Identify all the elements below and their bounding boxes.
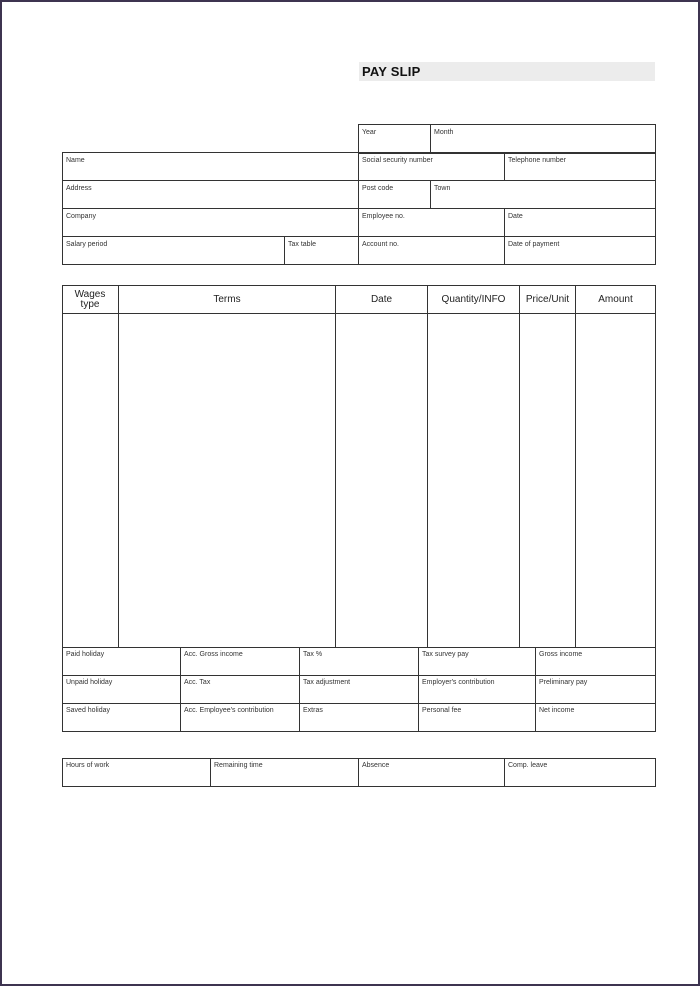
name-field[interactable]: Name bbox=[66, 157, 85, 164]
date-field[interactable]: Date bbox=[508, 213, 523, 220]
net-income-field[interactable]: Net income bbox=[539, 707, 575, 714]
header-wages-type: Wages type bbox=[74, 289, 106, 310]
town-field[interactable]: Town bbox=[434, 185, 451, 192]
remaining-time-field[interactable]: Remaining time bbox=[214, 762, 263, 769]
address-field[interactable]: Address bbox=[66, 185, 92, 192]
comp-leave-field[interactable]: Comp. leave bbox=[508, 762, 548, 769]
unpaid-holiday-field[interactable]: Unpaid holiday bbox=[66, 679, 113, 686]
date-of-payment-field[interactable]: Date of payment bbox=[508, 241, 560, 248]
header-date: Date bbox=[370, 294, 393, 305]
acc-tax-field[interactable]: Acc. Tax bbox=[184, 679, 211, 686]
header-price-unit: Price/Unit bbox=[525, 294, 570, 305]
title-bar bbox=[359, 62, 655, 81]
company-field[interactable]: Company bbox=[66, 213, 96, 220]
extras-field[interactable]: Extras bbox=[303, 707, 323, 714]
tax-survey-pay-field[interactable]: Tax survey pay bbox=[422, 651, 469, 658]
preliminary-pay-field[interactable]: Preliminary pay bbox=[539, 679, 588, 686]
year-month-box bbox=[358, 124, 656, 154]
account-no-field[interactable]: Account no. bbox=[362, 241, 399, 248]
tax-adjustment-field[interactable]: Tax adjustment bbox=[303, 679, 351, 686]
salary-period-field[interactable]: Salary period bbox=[66, 241, 108, 248]
hours-of-work-field[interactable]: Hours of work bbox=[66, 762, 110, 769]
tax-table-field[interactable]: Tax table bbox=[288, 241, 317, 248]
employers-contribution-field[interactable]: Employer's contribution bbox=[422, 679, 495, 686]
acc-employees-contribution-field[interactable]: Acc. Employee's contribution bbox=[184, 707, 274, 714]
social-security-number-field[interactable]: Social security number bbox=[362, 157, 433, 164]
month-field[interactable]: Month bbox=[434, 129, 454, 136]
header-terms: Terms bbox=[213, 294, 241, 305]
gross-income-field[interactable]: Gross income bbox=[539, 651, 583, 658]
post-code-field[interactable]: Post code bbox=[362, 185, 394, 192]
absence-field[interactable]: Absence bbox=[362, 762, 390, 769]
page-title: PAY SLIP bbox=[362, 64, 421, 79]
telephone-number-field[interactable]: Telephone number bbox=[508, 157, 566, 164]
header-quantity-info: Quantity/INFO bbox=[441, 294, 506, 305]
year-field[interactable]: Year bbox=[362, 129, 377, 136]
personal-fee-field[interactable]: Personal fee bbox=[422, 707, 462, 714]
acc-gross-income-field[interactable]: Acc. Gross income bbox=[184, 651, 243, 658]
header-amount: Amount bbox=[598, 294, 633, 305]
paid-holiday-field[interactable]: Paid holiday bbox=[66, 651, 105, 658]
employee-no-field[interactable]: Employee no. bbox=[362, 213, 405, 220]
saved-holiday-field[interactable]: Saved holiday bbox=[66, 707, 110, 714]
tax-percent-field[interactable]: Tax % bbox=[303, 651, 323, 658]
